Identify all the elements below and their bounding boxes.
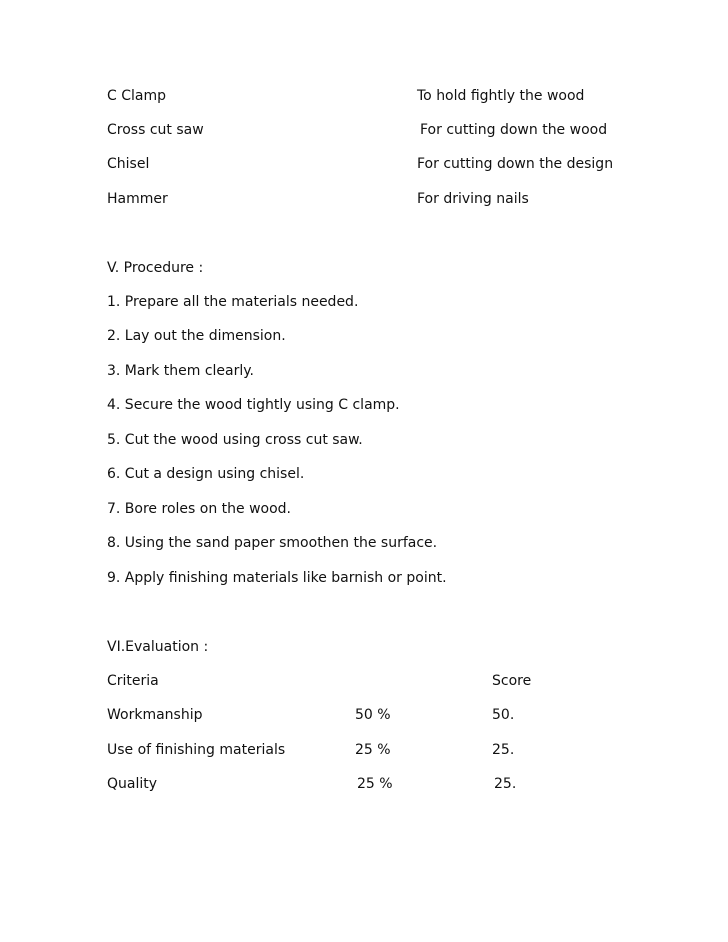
procedure-step: 6. Cut a design using chisel. — [107, 466, 305, 482]
criteria-header: Criteria — [107, 673, 159, 689]
percent-cell: 25 % — [355, 742, 391, 758]
procedure-step: 9. Apply finishing materials like barnish or point. — [107, 570, 447, 586]
tool-use: To hold fightly the wood — [417, 88, 585, 104]
score-cell: 50. — [492, 707, 515, 723]
procedure-step: 4. Secure the wood tightly using C clamp. — [107, 397, 400, 413]
score-header: Score — [492, 673, 532, 689]
score-cell: 25. — [492, 742, 515, 758]
criteria-cell: Use of finishing materials — [107, 742, 286, 758]
tool-use: For cutting down the design — [417, 156, 614, 172]
tool-name: Chisel — [107, 156, 150, 172]
tool-name: Hammer — [107, 191, 168, 207]
criteria-cell: Quality — [107, 776, 158, 792]
criteria-cell: Workmanship — [107, 707, 203, 723]
tool-use: For cutting down the wood — [420, 122, 608, 138]
procedure-step: 2. Lay out the dimension. — [107, 328, 286, 344]
evaluation-heading: VI.Evaluation : — [107, 639, 209, 655]
score-cell: 25. — [494, 776, 517, 792]
procedure-heading: V. Procedure : — [107, 260, 204, 276]
tool-name: Cross cut saw — [107, 122, 204, 138]
procedure-step: 5. Cut the wood using cross cut saw. — [107, 432, 363, 448]
procedure-step: 8. Using the sand paper smoothen the surface. — [107, 535, 438, 551]
procedure-step: 3. Mark them clearly. — [107, 363, 255, 379]
tool-name: C Clamp — [107, 88, 166, 104]
procedure-step: 1. Prepare all the materials needed. — [107, 294, 359, 310]
tool-use: For driving nails — [417, 191, 529, 207]
percent-cell: 50 % — [355, 707, 391, 723]
percent-cell: 25 % — [357, 776, 393, 792]
procedure-step: 7. Bore roles on the wood. — [107, 501, 291, 517]
